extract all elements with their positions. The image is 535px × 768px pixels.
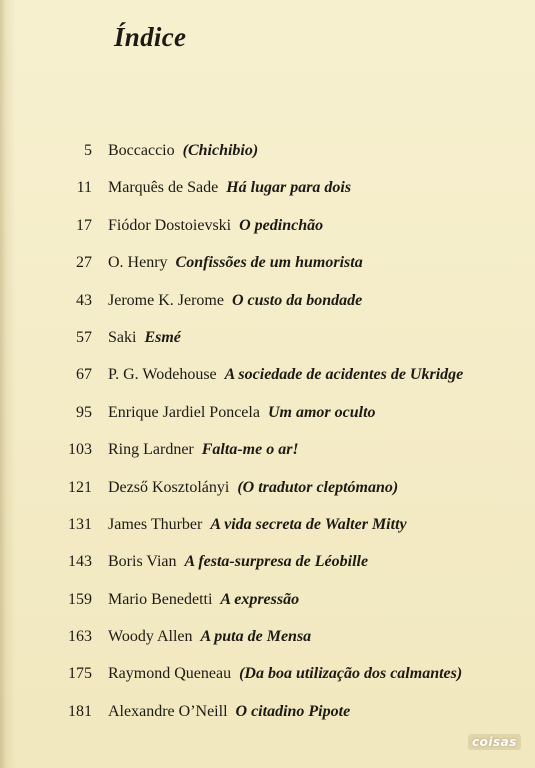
toc-page-number: 159 xyxy=(68,590,92,608)
table-of-contents xyxy=(0,136,535,734)
toc-entry-text xyxy=(108,473,398,503)
toc-page-number: 121 xyxy=(68,478,92,496)
toc-work-title: A puta de Mensa xyxy=(200,628,312,646)
toc-work-title: Há lugar para dois xyxy=(226,179,352,197)
toc-entry-text xyxy=(108,323,181,353)
toc-entry xyxy=(0,286,535,323)
toc-page-number: 143 xyxy=(68,553,92,571)
toc-page-number: 43 xyxy=(76,291,92,309)
toc-page-number: 181 xyxy=(68,702,92,720)
toc-entry xyxy=(0,659,535,696)
toc-author: Enrique Jardiel Poncela xyxy=(108,403,260,421)
toc-entry-text xyxy=(108,697,350,727)
toc-entry-text xyxy=(108,622,311,652)
toc-author: James Thurber xyxy=(108,515,203,533)
toc-author: Saki xyxy=(108,328,137,346)
toc-work-title: O pedinchão xyxy=(239,216,324,234)
toc-entry xyxy=(0,547,535,584)
toc-entry-text xyxy=(108,398,376,428)
toc-page-number: 175 xyxy=(68,665,92,683)
toc-author: Dezső Kosztolányi xyxy=(108,478,230,496)
toc-page-number: 27 xyxy=(76,254,92,272)
toc-entry xyxy=(0,323,535,360)
toc-author: O. Henry xyxy=(108,254,168,272)
toc-page-number: 5 xyxy=(84,142,92,159)
toc-page-number: 57 xyxy=(76,328,92,346)
toc-page-number: 131 xyxy=(68,515,92,533)
toc-page-number: 17 xyxy=(76,216,92,234)
toc-work-title: (Chichibio) xyxy=(182,142,259,159)
toc-work-title: Confissões de um humorista xyxy=(175,254,363,272)
toc-work-title: A festa-surpresa de Léobille xyxy=(184,553,369,571)
toc-page-number: 103 xyxy=(68,441,92,459)
toc-author: Fiódor Dostoievski xyxy=(108,216,232,234)
toc-author: Mario Benedetti xyxy=(108,590,213,608)
toc-author: Marquês de Sade xyxy=(108,179,219,197)
page-title: Índice xyxy=(114,22,187,52)
toc-entry xyxy=(0,248,535,285)
toc-work-title: A expressão xyxy=(220,590,300,608)
toc-entry-text xyxy=(108,585,299,615)
toc-entry xyxy=(0,173,535,210)
toc-entry-text xyxy=(108,659,462,689)
toc-entry-text xyxy=(108,435,299,465)
toc-work-title: O custo da bondade xyxy=(231,291,363,309)
toc-page-number: 11 xyxy=(76,179,92,197)
watermark-logo: coisas xyxy=(468,734,521,750)
toc-work-title: A sociedade de acidentes de Ukridge xyxy=(224,366,464,384)
toc-entry-text xyxy=(108,248,363,278)
toc-entry-text xyxy=(108,510,407,540)
toc-work-title: Falta-me o ar! xyxy=(201,441,299,459)
toc-entry-text xyxy=(108,547,368,577)
toc-work-title: Um amor oculto xyxy=(267,403,376,421)
toc-page-number: 95 xyxy=(76,403,92,421)
toc-entry xyxy=(0,510,535,547)
toc-author: Raymond Queneau xyxy=(108,665,232,683)
toc-author: Boccaccio xyxy=(108,142,175,159)
toc-entry xyxy=(0,622,535,659)
toc-author: Ring Lardner xyxy=(108,441,194,459)
toc-work-title: O citadino Pipote xyxy=(235,702,351,720)
toc-entry-text xyxy=(108,136,258,166)
toc-page-number: 163 xyxy=(68,628,92,646)
toc-author: Woody Allen xyxy=(108,628,193,646)
toc-entry-text xyxy=(108,360,463,390)
toc-work-title: A vida secreta de Walter Mitty xyxy=(210,515,407,533)
toc-entry xyxy=(0,398,535,435)
toc-entry xyxy=(0,435,535,472)
toc-author: Alexandre O’Neill xyxy=(108,702,228,720)
toc-work-title: (O tradutor cleptómano) xyxy=(237,478,399,496)
toc-entry xyxy=(0,211,535,248)
toc-page-number: 67 xyxy=(76,366,92,384)
toc-entry xyxy=(0,697,535,734)
toc-author: Jerome K. Jerome xyxy=(108,291,224,309)
toc-entry-text xyxy=(108,173,351,203)
toc-entry xyxy=(0,360,535,397)
toc-entry-text xyxy=(108,211,323,241)
toc-entry-text xyxy=(108,286,362,316)
toc-entry xyxy=(0,473,535,510)
toc-entry xyxy=(0,585,535,622)
toc-author: P. G. Wodehouse xyxy=(108,366,217,384)
toc-work-title: Esmé xyxy=(144,328,181,346)
toc-work-title: (Da boa utilização dos calmantes) xyxy=(239,665,463,683)
toc-entry xyxy=(0,136,535,173)
toc-author: Boris Vian xyxy=(108,553,177,571)
